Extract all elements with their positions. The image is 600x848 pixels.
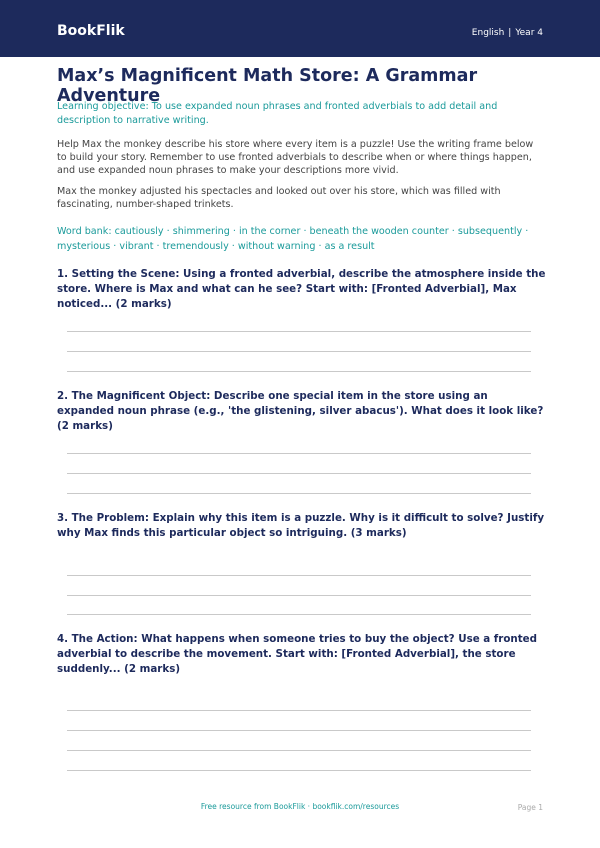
answer-line[interactable] (67, 331, 531, 332)
footer-link[interactable]: Free resource from BookFlik · bookflik.com/resources (200, 802, 400, 811)
answer-line[interactable] (67, 710, 531, 711)
question-3: 3. The Problem: Explain why this item is a puzzle. Why is it difficult to solve? Justify why Max finds this particular object so intriguing. (3 marks) (57, 512, 545, 539)
question-1: 1. Setting the Scene: Using a fronted adverbial, describe the atmosphere inside the store. Where is Max and what can he see? Start with: [Fronted Adverbial], Max noticed... (2 marks) (57, 268, 546, 310)
page-number: Page 1 (517, 803, 543, 812)
brand-logo[interactable]: BookFlik (57, 23, 125, 39)
answer-line[interactable] (67, 453, 531, 454)
question-2: 2. The Magnificent Object: Describe one special item in the store using an expanded noun phrase (e.g., 'the glistening, silver abacus'). What does it look like? (2 marks) (57, 390, 544, 432)
answer-line[interactable] (67, 493, 531, 494)
answer-line[interactable] (67, 770, 531, 771)
story-starter: Max the monkey adjusted his spectacles and looked out over his store, which was filled with fascinating, number-shaped trinkets. (57, 186, 501, 210)
answer-line[interactable] (67, 614, 531, 615)
subject-label: English (471, 28, 505, 38)
intro-paragraph: Help Max the monkey describe his store where every item is a puzzle! Use the writing frame below to build your story. Remember to use fronted adverbials to describe when or where things happen, and use expanded noun phrases to make your descriptions more vivid. (57, 139, 534, 176)
answer-line[interactable] (67, 473, 531, 474)
answer-line[interactable] (67, 351, 531, 352)
year-label: Year 4 (515, 28, 543, 38)
word-bank: Word bank: cautiously · shimmering · in the corner · beneath the wooden counter · subsequently · mysterious · vibrant · tremendously · without warning · as a result (57, 226, 529, 252)
answer-line[interactable] (67, 730, 531, 731)
answer-line[interactable] (67, 575, 531, 576)
header-bar (0, 0, 600, 57)
meta-separator: | (508, 28, 512, 38)
answer-line[interactable] (67, 595, 531, 596)
question-4: 4. The Action: What happens when someone tries to buy the object? Use a fronted adverbial to describe the movement. Start with: [Fronted Adverbial], the store suddenly... (2 marks) (57, 633, 538, 675)
answer-line[interactable] (67, 371, 531, 372)
page-title: Max’s Magnificent Math Store: A Grammar Adventure (57, 66, 478, 106)
answer-line[interactable] (67, 750, 531, 751)
subject-meta (472, 28, 543, 38)
learning-objective: Learning objective: To use expanded noun phrases and fronted adverbials to add detail and description to narrative writing. (57, 101, 498, 126)
